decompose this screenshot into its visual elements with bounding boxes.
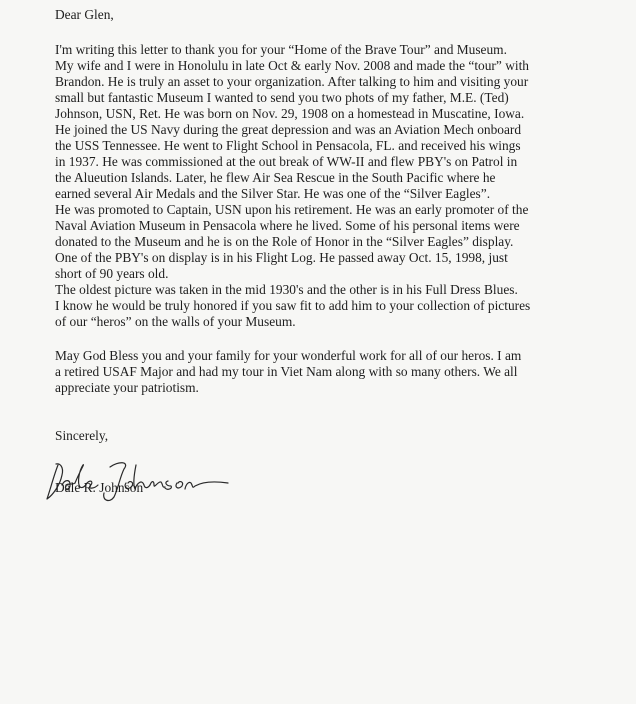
closing-line: appreciate your patriotism. [55,380,199,395]
body-line: small but fantastic Museum I wanted to send you two phots of my father, M.E. (Ted) [55,90,509,105]
body-line: The oldest picture was taken in the mid 1930's and the other is in his Full Dress Blues. [55,282,518,297]
sign-off: Sincerely, [55,428,109,443]
body-line: One of the PBY's on display is in his Flight Log. He passed away Oct. 15, 1998, just [55,250,508,265]
body-line: short of 90 years old. [55,266,169,281]
body-line: I know he would be truly honored if you saw fit to add him to your collection of pictures [55,298,531,313]
body-line: the Alueution Islands. Later, he flew Air Sea Rescue in the South Pacific where he [55,170,496,185]
body-line: donated to the Museum and he is on the Role of Honor in the “Silver Eagles” display. [55,234,514,249]
body-line: He joined the US Navy during the great depression and was an Aviation Mech onboard [55,122,522,137]
body-line: I'm writing this letter to thank you for your “Home of the Brave Tour” and Museum. [55,42,507,57]
body-line: Brandon. He is truly an asset to your organization. After talking to him and visiting your [55,74,529,89]
body-line: earned several Air Medals and the Silver Star. He was one of the “Silver Eagles”. [55,186,491,201]
closing-line: a retired USAF Major and had my tour in Viet Nam along with so many others. We all [55,364,518,379]
salutation: Dear Glen, [55,7,114,22]
body-line: in 1937. He was commissioned at the out break of WW-II and flew PBY's on Patrol in [55,154,518,169]
body-line: of our “heros” on the walls of your Museum. [55,314,296,329]
signer-name: Dale R. Johnson [55,480,144,495]
body-line: Naval Aviation Museum in Pensacola where he lived. Some of his personal items were [55,218,520,233]
body-line: He was promoted to Captain, USN upon his retirement. He was an early promoter of the [55,202,529,217]
body-line: Johnson, USN, Ret. He was born on Nov. 29, 1908 on a homestead in Muscatine, Iowa. [55,106,525,121]
closing-line: May God Bless you and your family for your wonderful work for all of our heros. I am [55,348,522,363]
body-line: the USS Tennessee. He went to Flight School in Pensacola, FL. and received his wings [55,138,521,153]
body-line: My wife and I were in Honolulu in late Oct & early Nov. 2008 and made the “tour” with [55,58,529,73]
